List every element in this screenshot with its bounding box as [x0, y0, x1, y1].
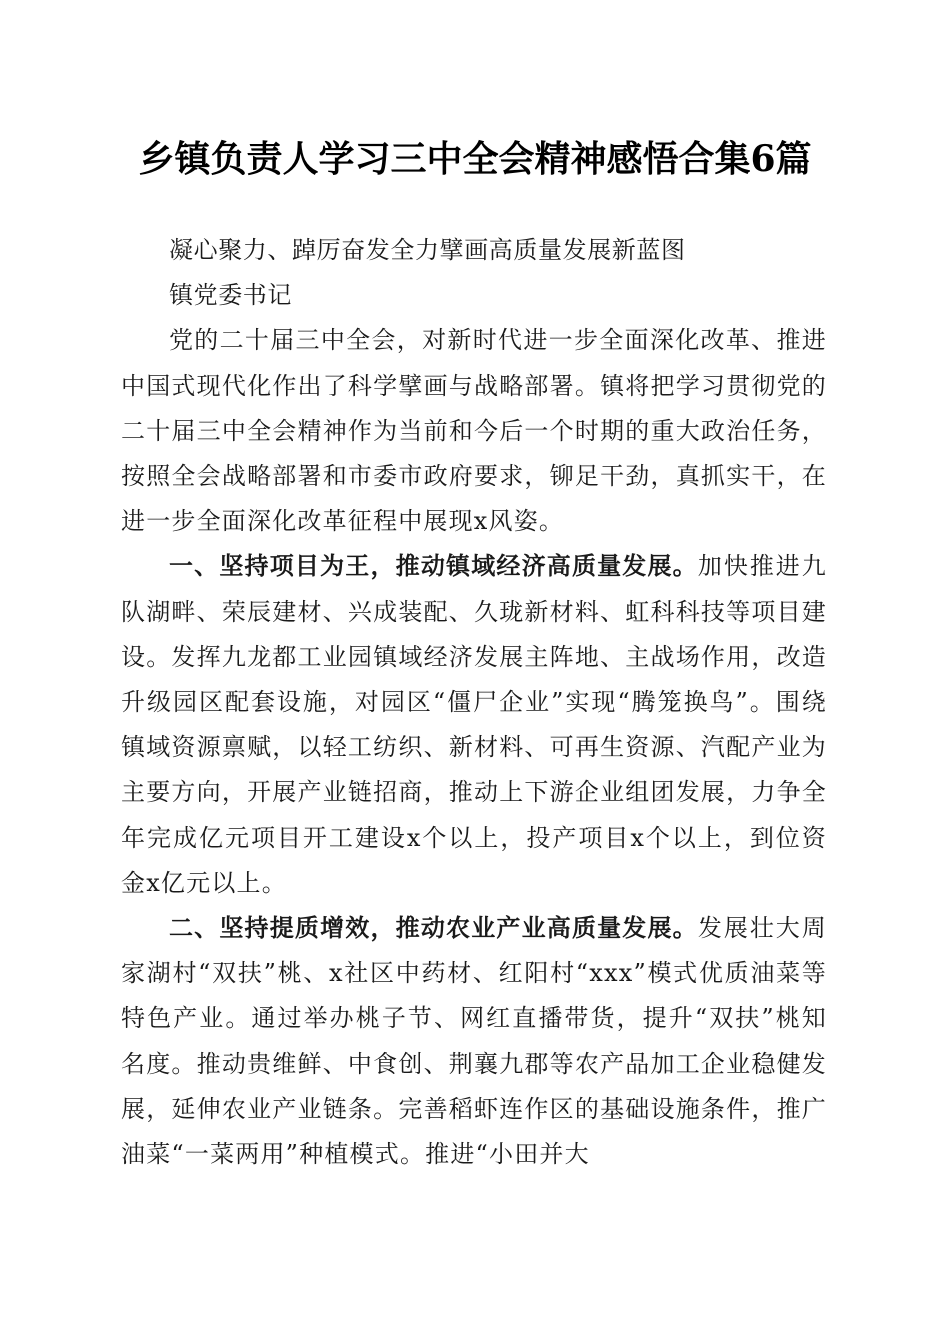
author-line: 镇党委书记 [169, 281, 292, 310]
section-text: 加快推进九队湖畔、荣辰建材、兴成装配、久珑新材料、虹科科技等项目建设。发挥九龙都工业园镇域经济发展主阵地、主战场作用，改造升级园区配套设施，对园区“僵尸企业”实现“腾笼换鸟”。围绕镇域资源禀赋，以轻工纺织、新材料、可再生资源、汽配产业为主要方向，开展产业链招商，推动上下游企业组团发展，力争全年完成亿元项目开工建设x个以上，投产项目x个以上，到位资金x亿元以上。 [121, 552, 827, 897]
document-body [121, 228, 827, 1177]
intro-paragraph: 党的二十届三中全会，对新时代进一步全面深化改革、推进中国式现代化作出了科学擘画与战略部署。镇将把学习贯彻党的二十届三中全会精神作为当前和今后一个时期的重大政治任务，按照全会战略部署和市委市政府要求，铆足干劲，真抓实干，在进一步全面深化改革征程中展现x风姿。 [121, 326, 827, 536]
section-heading: 二、坚持提质增效，推动农业产业高质量发展。 [169, 914, 698, 943]
section-text: 发展壮大周家湖村“双扶”桃、x社区中药材、红阳村“xxx”模式优质油菜等特色产业。通过举办桃子节、网红直播带货，提升“双扶”桃知名度。推动贵维鲜、中食创、荆襄九郡等农产品加工企业稳健发展，延伸农业产业链条。完善稻虾连作区的基础设施条件，推广油菜“一菜两用”种植模式。推进“小田并大 [121, 914, 827, 1169]
document-title: 乡镇负责人学习三中全会精神感悟合集6篇 [138, 138, 812, 180]
section-paragraph [121, 544, 827, 906]
subtitle: 凝心聚力、踔厉奋发全力擘画高质量发展新蓝图 [169, 236, 686, 264]
section-heading: 一、坚持项目为王，推动镇域经济高质量发展。 [169, 552, 698, 581]
section-paragraph [121, 906, 827, 1177]
